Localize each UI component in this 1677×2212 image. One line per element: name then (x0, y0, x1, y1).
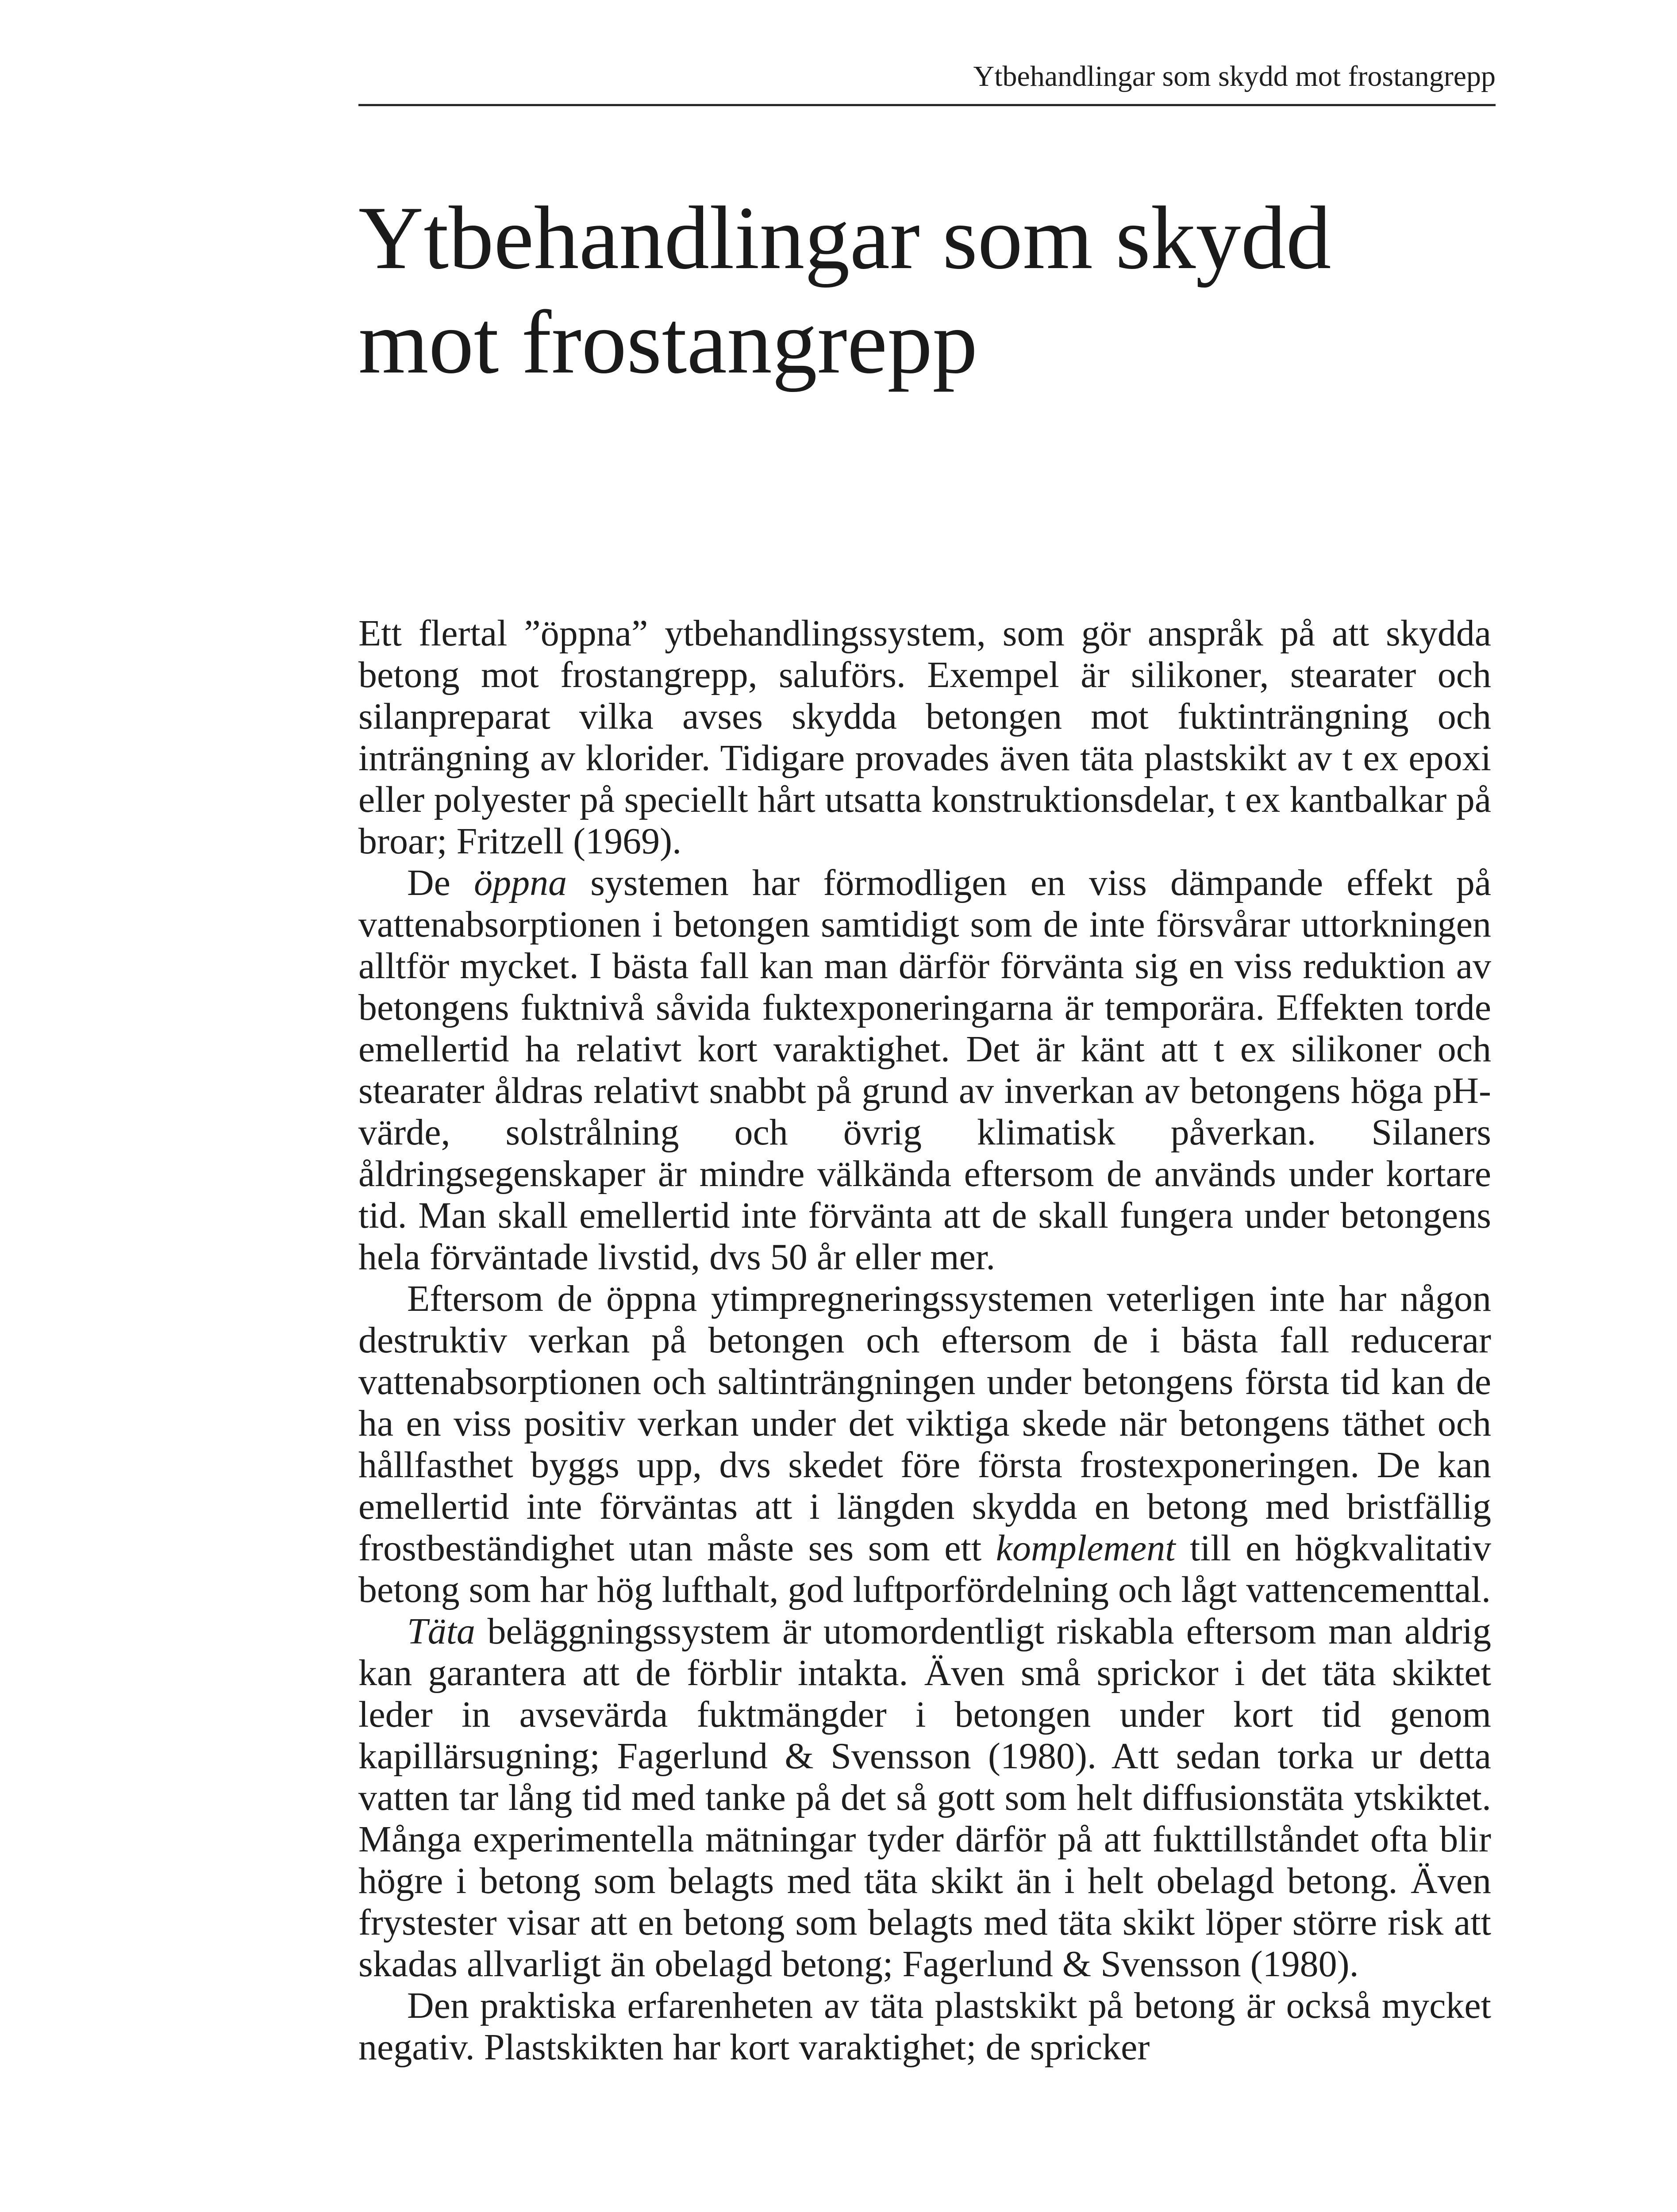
paragraph-2-rest: systemen har förmodligen en viss dämpande effekt på vattenabsorptionen i betongen samtidigt som de inte försvårar uttorkningen alltför mycket. I bästa fall kan man därför förvänta sig en viss reduktion av betongens fuktnivå såvida fuktexponeringarna är temporära. Effekten torde emellertid ha relativt kort varaktighet. Det är känt att t ex silikoner och stearater åldras relativt snabbt på grund av inverkan av betongens höga pH-värde, solstrålning och övrig klimatisk påverkan. Silaners åldringsegenskaper är mindre välkända eftersom de används under kortare tid. Man skall emellertid inte förvänta att de skall fungera under betongens hela förväntade livstid, dvs 50 år eller mer. (358, 862, 1491, 1278)
paragraph-3 (358, 1278, 1491, 1611)
paragraph-4-emphasis: Täta (407, 1611, 476, 1652)
paragraph-2-lead: De (407, 862, 474, 903)
paragraph-5-text: Den praktiska erfarenheten av täta plastskikt på betong är också mycket negativ. Plastskikten har kort varaktighet; de spricker (358, 1985, 1491, 2068)
paragraph-5 (358, 1985, 1491, 2068)
paragraph-3-lead: Eftersom de öppna ytimpregneringssystemen veterligen inte har någon destruktiv verkan på betongen och eftersom de i bästa fall reducerar vattenabsorptionen och saltinträngningen under betongens första tid kan de ha en viss positiv verkan under det viktiga skede när betongens täthet och hållfasthet byggs upp, dvs skedet före första frostexponeringen. De kan emellertid inte förväntas att i längden skydda en betong med bristfällig frostbeständighet utan måste ses som ett (358, 1278, 1491, 1569)
paragraph-2-emphasis: öppna (474, 862, 567, 903)
paragraph-3-emphasis: komplement (996, 1528, 1176, 1569)
paragraph-2 (358, 862, 1491, 1278)
chapter-title: Ytbehandlingar som skydd mot frostangrepp (358, 188, 1331, 392)
paragraph-1 (358, 613, 1491, 862)
header-rule (358, 104, 1496, 106)
paragraph-4-rest: beläggningssystem är utomordentligt riskabla eftersom man aldrig kan garantera att de förblir intakta. Även små sprickor i det täta skiktet leder in avsevärda fuktmängder i betongen under kort tid genom kapillärsugning; Fagerlund & Svensson (1980). Att sedan torka ur detta vatten tar lång tid med tanke på det så gott som helt diffusionstäta ytskiktet. Många experimentella mätningar tyder därför på att fukttillståndet ofta blir högre i betong som belagts med täta skikt än i helt obelagd betong. Även frystester visar att en betong som belagts med täta skikt löper större risk att skadas allvarligt än obelagd betong; Fagerlund & Svensson (1980). (358, 1611, 1491, 1985)
paragraph-3-rest: till en högkvalitativ betong som har hög lufthalt, god luftporfördelning och lågt vattencementtal. (358, 1528, 1492, 1610)
running-header (358, 57, 1496, 106)
paragraph-1-text: Ett flertal ”öppna” ytbehandlingssystem, som gör anspråk på att skydda betong mot frostangrepp, saluförs. Exempel är silikoner, stearater och silanpreparat vilka avses skydda betongen mot fuktinträngning och inträngning av klorider. Tidigare provades även täta plastskikt av t ex epoxi eller polyester på speciellt hårt utsatta konstruktionsdelar, t ex kantbalkar på broar; Fritzell (1969). (358, 613, 1491, 862)
paragraph-4 (358, 1611, 1491, 1985)
running-header-text: Ytbehandlingar som skydd mot frostangrepp (973, 60, 1496, 92)
body-text (358, 613, 1491, 2068)
